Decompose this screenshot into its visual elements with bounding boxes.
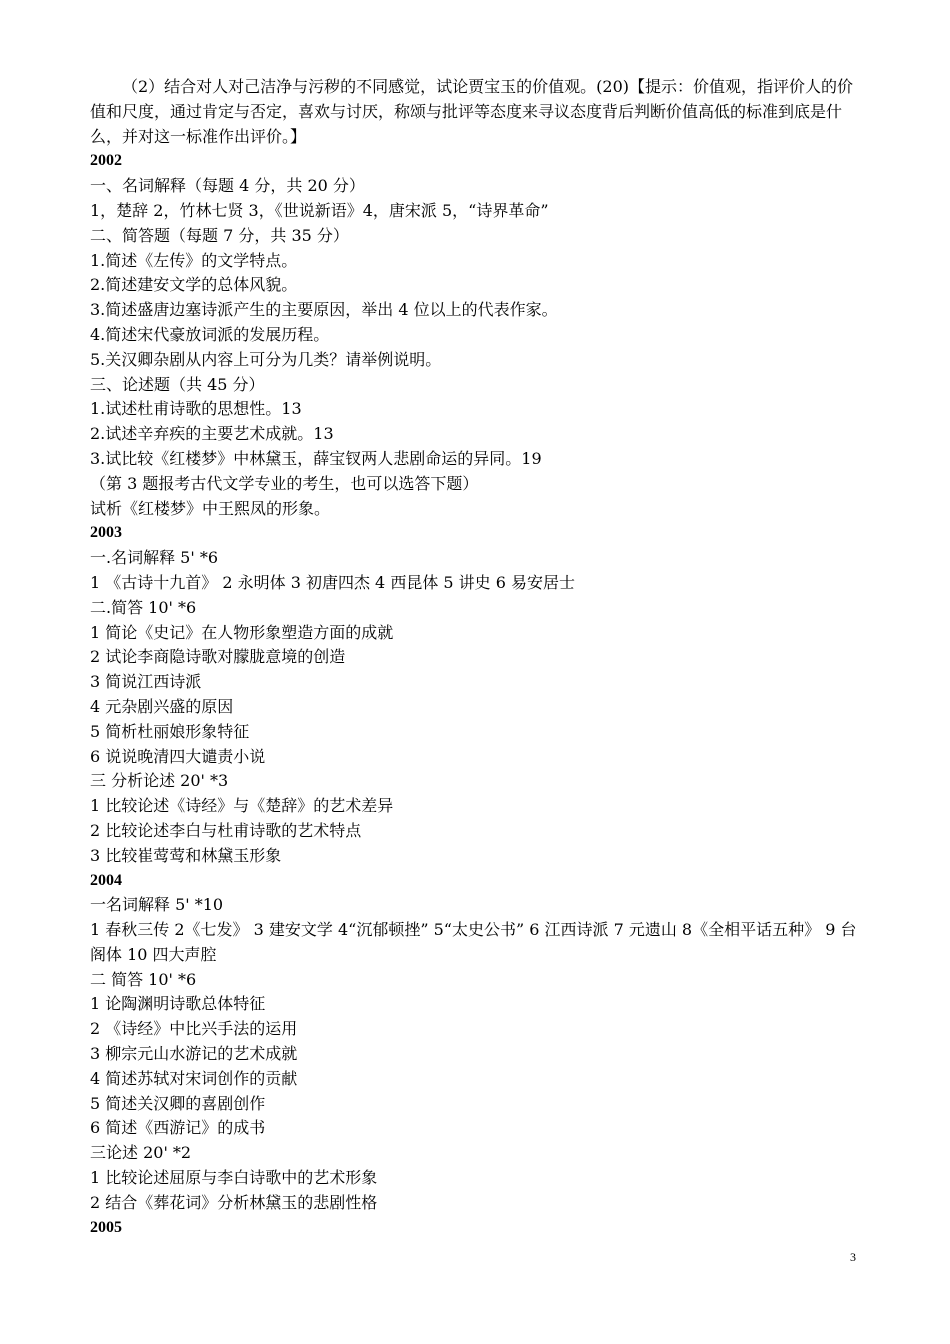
question-item: 3.简述盛唐边塞诗派产生的主要原因，举出 4 位以上的代表作家。 xyxy=(90,300,558,320)
section-heading: 三 分析论述 20' *3 xyxy=(90,771,229,791)
question-item: 1.简述《左传》的文学特点。 xyxy=(90,250,298,270)
question-item: 2 结合《葬花词》分析林黛玉的悲剧性格 xyxy=(90,1192,378,1212)
section-heading: 一.名词解释 5' *6 xyxy=(90,548,219,568)
section-heading: 二、简答题（每题 7 分，共 35 分） xyxy=(90,225,349,245)
intro-paragraph: （2）结合对人对己洁净与污秽的不同感觉，试论贾宝玉的价值观。(20)【提示：价值观，指评价人的价值和尺度，通过肯定与否定，喜欢与讨厌，称颂与批评等态度来寻议态度背后判断价值高低的标准到底是什么，并对这一标准作出评价。】 xyxy=(90,77,854,146)
question-item: 1 简论《史记》在人物形象塑造方面的成就 xyxy=(90,622,394,642)
section-heading: 一名词解释 5' *10 xyxy=(90,895,224,915)
year-heading-2002: 2002 xyxy=(90,152,122,170)
section-heading: 三、论述题（共 45 分） xyxy=(90,374,265,394)
section-heading: 二 简答 10' *6 xyxy=(90,969,197,989)
term-list: 1 春秋三传 2《七发》 3 建安文学 4“沉郁顿挫” 5“太史公书” 6 江西诗派 7 元遗山 8《全相平话五种》 9 台阁体 10 四大声腔 xyxy=(90,920,857,964)
question-note: （第 3 题报考古代文学专业的考生，也可以选答下题） xyxy=(90,473,479,493)
year-heading-2005: 2005 xyxy=(90,1218,122,1236)
question-item: 4 简述苏轼对宋词创作的贡献 xyxy=(90,1068,298,1088)
year-heading-2003: 2003 xyxy=(90,524,122,542)
question-item: 4.简述宋代豪放词派的发展历程。 xyxy=(90,324,330,344)
term-list: 1 《古诗十九首》 2 永明体 3 初唐四杰 4 西昆体 5 讲史 6 易安居士 xyxy=(90,572,576,592)
section-heading: 一、名词解释（每题 4 分，共 20 分） xyxy=(90,176,365,196)
question-item: 6 简述《西游记》的成书 xyxy=(90,1118,266,1138)
question-item: 3 比较崔莺莺和林黛玉形象 xyxy=(90,845,282,865)
question-item: 5 简述关汉卿的喜剧创作 xyxy=(90,1093,266,1113)
question-item: 1 论陶渊明诗歌总体特征 xyxy=(90,994,266,1014)
section-heading: 二.简答 10' *6 xyxy=(90,597,197,617)
question-item: 1 比较论述《诗经》与《楚辞》的艺术差异 xyxy=(90,796,394,816)
question-item: 3 柳宗元山水游记的艺术成就 xyxy=(90,1044,298,1064)
question-item: 2.试述辛弃疾的主要艺术成就。13 xyxy=(90,424,334,444)
question-item: 2 《诗经》中比兴手法的运用 xyxy=(90,1019,298,1039)
section-heading: 三论述 20' *2 xyxy=(90,1143,192,1163)
question-item: 1 比较论述屈原与李白诗歌中的艺术形象 xyxy=(90,1168,378,1188)
year-heading-2004: 2004 xyxy=(90,871,122,889)
question-item: 5.关汉卿杂剧从内容上可分为几类？请举例说明。 xyxy=(90,349,442,369)
question-item: 2.简述建安文学的总体风貌。 xyxy=(90,275,298,295)
question-item: 2 比较论述李白与杜甫诗歌的艺术特点 xyxy=(90,820,362,840)
question-item: 4 元杂剧兴盛的原因 xyxy=(90,696,234,716)
question-item: 5 简析杜丽娘形象特征 xyxy=(90,721,250,741)
question-item: 2 试论李商隐诗歌对朦胧意境的创造 xyxy=(90,647,346,667)
question-item: 6 说说晚清四大谴责小说 xyxy=(90,746,266,766)
question-item: 3 简说江西诗派 xyxy=(90,672,202,692)
term-list: 1，楚辞 2，竹林七贤 3，《世说新语》4，唐宋派 5，“诗界革命” xyxy=(90,200,549,220)
question-item: 试析《红楼梦》中王熙凤的形象。 xyxy=(90,498,331,518)
question-item: 3.试比较《红楼梦》中林黛玉，薛宝钗两人悲剧命运的异同。19 xyxy=(90,448,542,468)
question-item: 1.试述杜甫诗歌的思想性。13 xyxy=(90,399,302,419)
document-body xyxy=(90,75,862,1240)
page-number: 3 xyxy=(850,1250,856,1264)
